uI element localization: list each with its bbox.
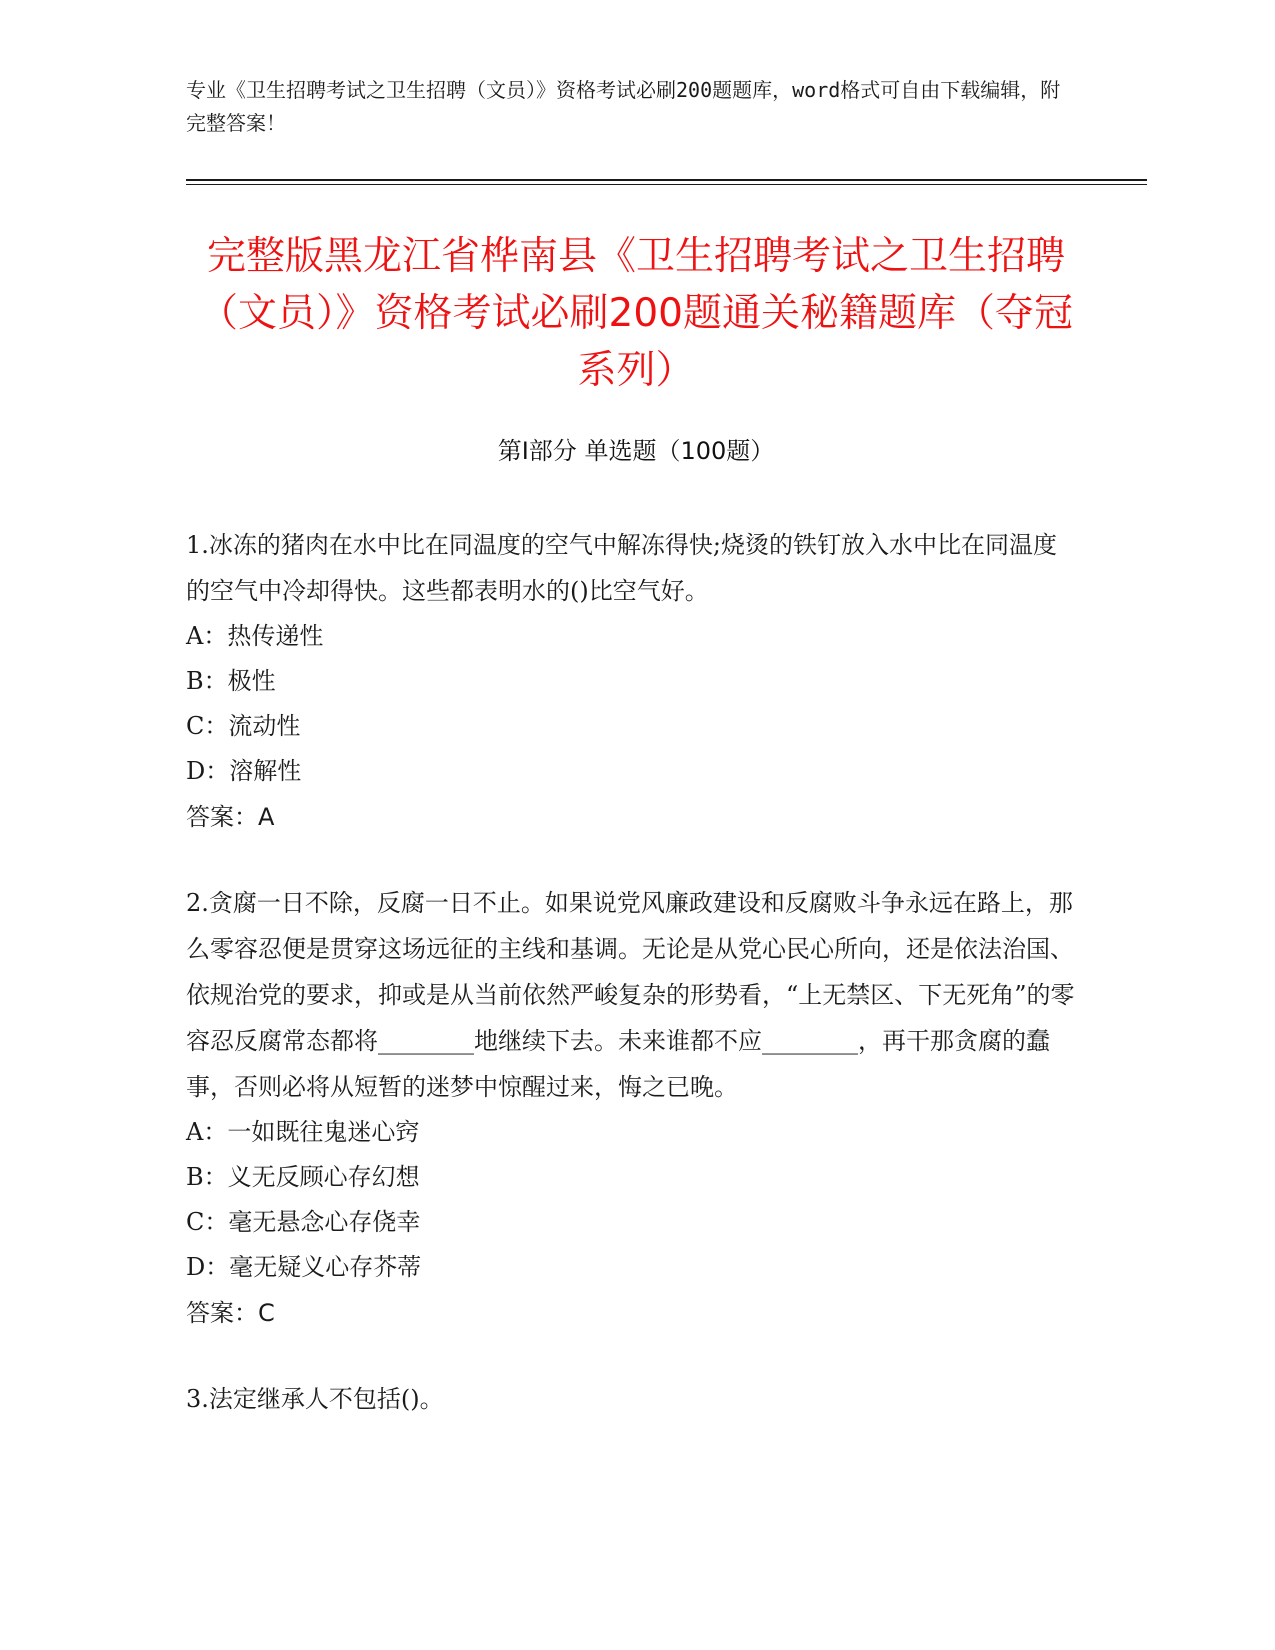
answer: 答案：A <box>186 803 275 831</box>
question-2 <box>186 880 1076 1336</box>
header-divider <box>186 179 1147 181</box>
option-b: B：义无反顾心存幻想 <box>186 1163 420 1191</box>
answer: 答案：C <box>186 1299 275 1327</box>
option-d: D：溶解性 <box>186 757 302 785</box>
option-c: C：流动性 <box>186 712 301 740</box>
question-3 <box>186 1376 1076 1422</box>
question-stem: 1.冰冻的猪肉在水中比在同温度的空气中解冻得快;烧烫的铁钉放入水中比在同温度的空气中冷却得快。这些都表明水的()比空气好。 <box>186 531 1057 605</box>
question-stem: 2.贪腐一日不除，反腐一日不止。如果说党风廉政建设和反腐败斗争永远在路上，那么零容忍便是贯穿这场远征的主线和基调。无论是从党心民心所向，还是依法治国、依规治党的要求，抑或是从当前依然严峻复杂的形势看，“上无禁区、下无死角”的零容忍反腐常态都将________地继续下去。未来谁都不应________，再干那贪腐的蠢事，否则必将从短暂的迷梦中惊醒过来，悔之已晚。 <box>186 889 1075 1101</box>
option-c: C：毫无悬念心存侥幸 <box>186 1208 421 1236</box>
document-title: 完整版黑龙江省桦南县《卫生招聘考试之卫生招聘（文员）》资格考试必刷200题通关秘籍题库（夺冠系列） <box>199 234 1073 393</box>
option-a: A：一如既往鬼迷心窍 <box>186 1118 420 1146</box>
header-divider-thin <box>186 184 1147 185</box>
question-stem: 3.法定继承人不包括()。 <box>186 1385 444 1413</box>
option-d: D：毫无疑义心存芥蒂 <box>186 1253 422 1281</box>
header-note: 专业《卫生招聘考试之卫生招聘（文员）》资格考试必刷200题题库，word格式可自由下载编辑，附完整答案！ <box>186 78 1061 135</box>
question-1 <box>186 522 1076 840</box>
option-a: A：热传递性 <box>186 622 324 650</box>
option-b: B：极性 <box>186 667 276 695</box>
section-title: 第Ⅰ部分 单选题（100题） <box>497 437 775 465</box>
question-list <box>186 522 1076 1462</box>
